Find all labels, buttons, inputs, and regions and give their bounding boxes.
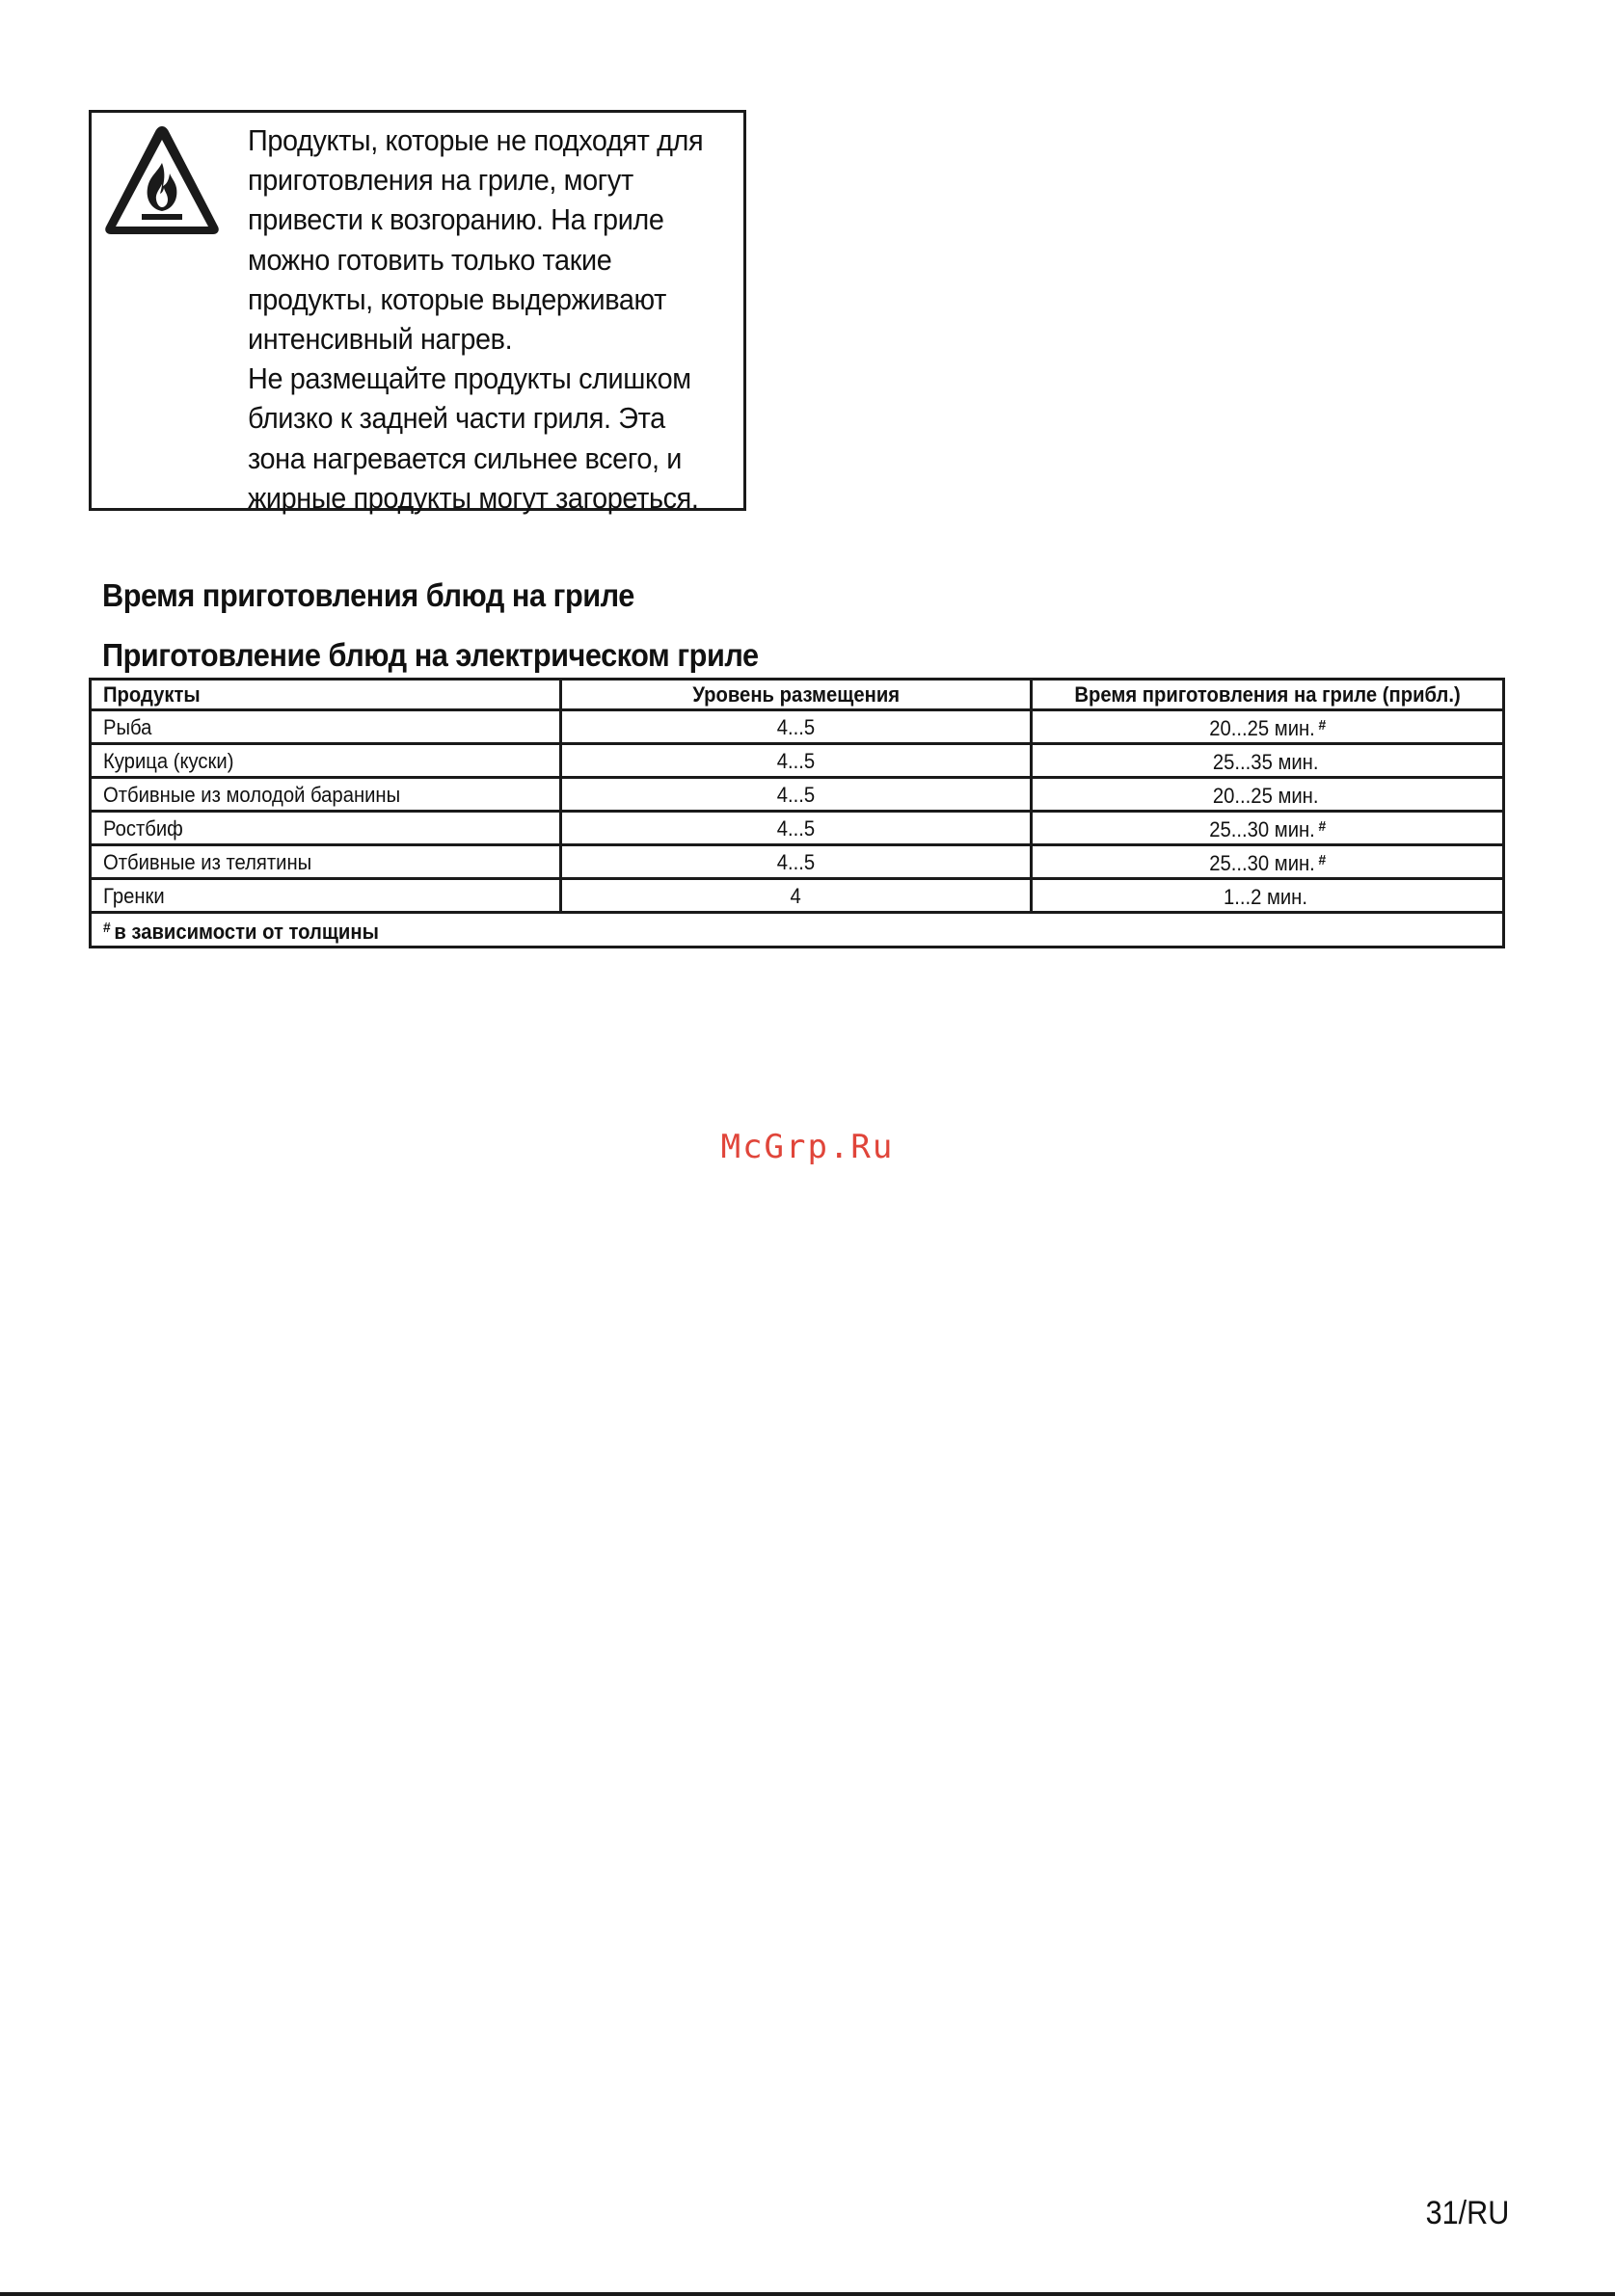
cell-product: Ростбиф <box>91 812 561 845</box>
cell-level: 4...5 <box>561 710 1032 744</box>
flammable-warning-icon <box>101 120 223 242</box>
warning-line: зона нагревается сильнее всего, и <box>248 441 683 475</box>
footnote-mark: # <box>1318 818 1326 835</box>
cell-time: 25...30 мин. # <box>1032 812 1504 845</box>
warning-line: жирные продукты могут загореться. <box>248 480 699 515</box>
warning-text <box>248 120 705 518</box>
cell-time: 25...30 мин. # <box>1032 845 1504 879</box>
section-title: Время приготовления блюд на гриле <box>102 577 634 613</box>
note-text: в зависимости от толщины <box>114 920 379 944</box>
warning-line: можно готовить только такие <box>248 242 612 277</box>
warning-line: интенсивный нагрев. <box>248 322 513 357</box>
bottom-rule <box>0 2292 1615 2296</box>
table-row <box>91 879 1504 913</box>
cell-product: Рыба <box>91 710 561 744</box>
warning-line: продукты, которые выдерживают <box>248 281 666 316</box>
cell-level: 4...5 <box>561 845 1032 879</box>
table-note <box>91 913 1504 948</box>
grill-time-table <box>89 678 1505 948</box>
table-note-row <box>91 913 1504 948</box>
cell-level: 4...5 <box>561 778 1032 812</box>
table-row <box>91 778 1504 812</box>
warning-line: Продукты, которые не подходят для <box>248 123 704 157</box>
cell-product: Отбивные из телятины <box>91 845 561 879</box>
warning-line: близко к задней части гриля. Эта <box>248 401 665 436</box>
cell-product: Гренки <box>91 879 561 913</box>
footnote-mark: # <box>1318 717 1326 734</box>
cell-time: 20...25 мин. <box>1032 778 1504 812</box>
warning-line: привести к возгоранию. На гриле <box>248 202 664 237</box>
section-subtitle: Приготовление блюд на электрическом гриле <box>102 637 759 673</box>
header-level: Уровень размещения <box>561 680 1032 710</box>
table-header-row <box>91 680 1504 710</box>
cell-time: 20...25 мин. # <box>1032 710 1504 744</box>
cell-level: 4...5 <box>561 812 1032 845</box>
table-row <box>91 744 1504 778</box>
header-time: Время приготовления на гриле (прибл.) <box>1032 680 1504 710</box>
cell-product: Отбивные из молодой баранины <box>91 778 561 812</box>
cell-time: 1...2 мин. <box>1032 879 1504 913</box>
cell-product: Курица (куски) <box>91 744 561 778</box>
footnote-mark: # <box>1318 852 1326 868</box>
note-mark: # <box>103 920 111 936</box>
table-row <box>91 845 1504 879</box>
header-products: Продукты <box>91 680 561 710</box>
page-number: 31/RU <box>1425 2195 1509 2231</box>
warning-line: Не размещайте продукты слишком <box>248 361 691 396</box>
warning-line: приготовления на гриле, могут <box>248 163 633 198</box>
cell-level: 4...5 <box>561 744 1032 778</box>
warning-box <box>89 110 746 515</box>
watermark: McGrp.Ru <box>720 1128 895 1166</box>
cell-time: 25...35 мин. <box>1032 744 1504 778</box>
cell-level: 4 <box>561 879 1032 913</box>
table-row <box>91 812 1504 845</box>
table-row <box>91 710 1504 744</box>
